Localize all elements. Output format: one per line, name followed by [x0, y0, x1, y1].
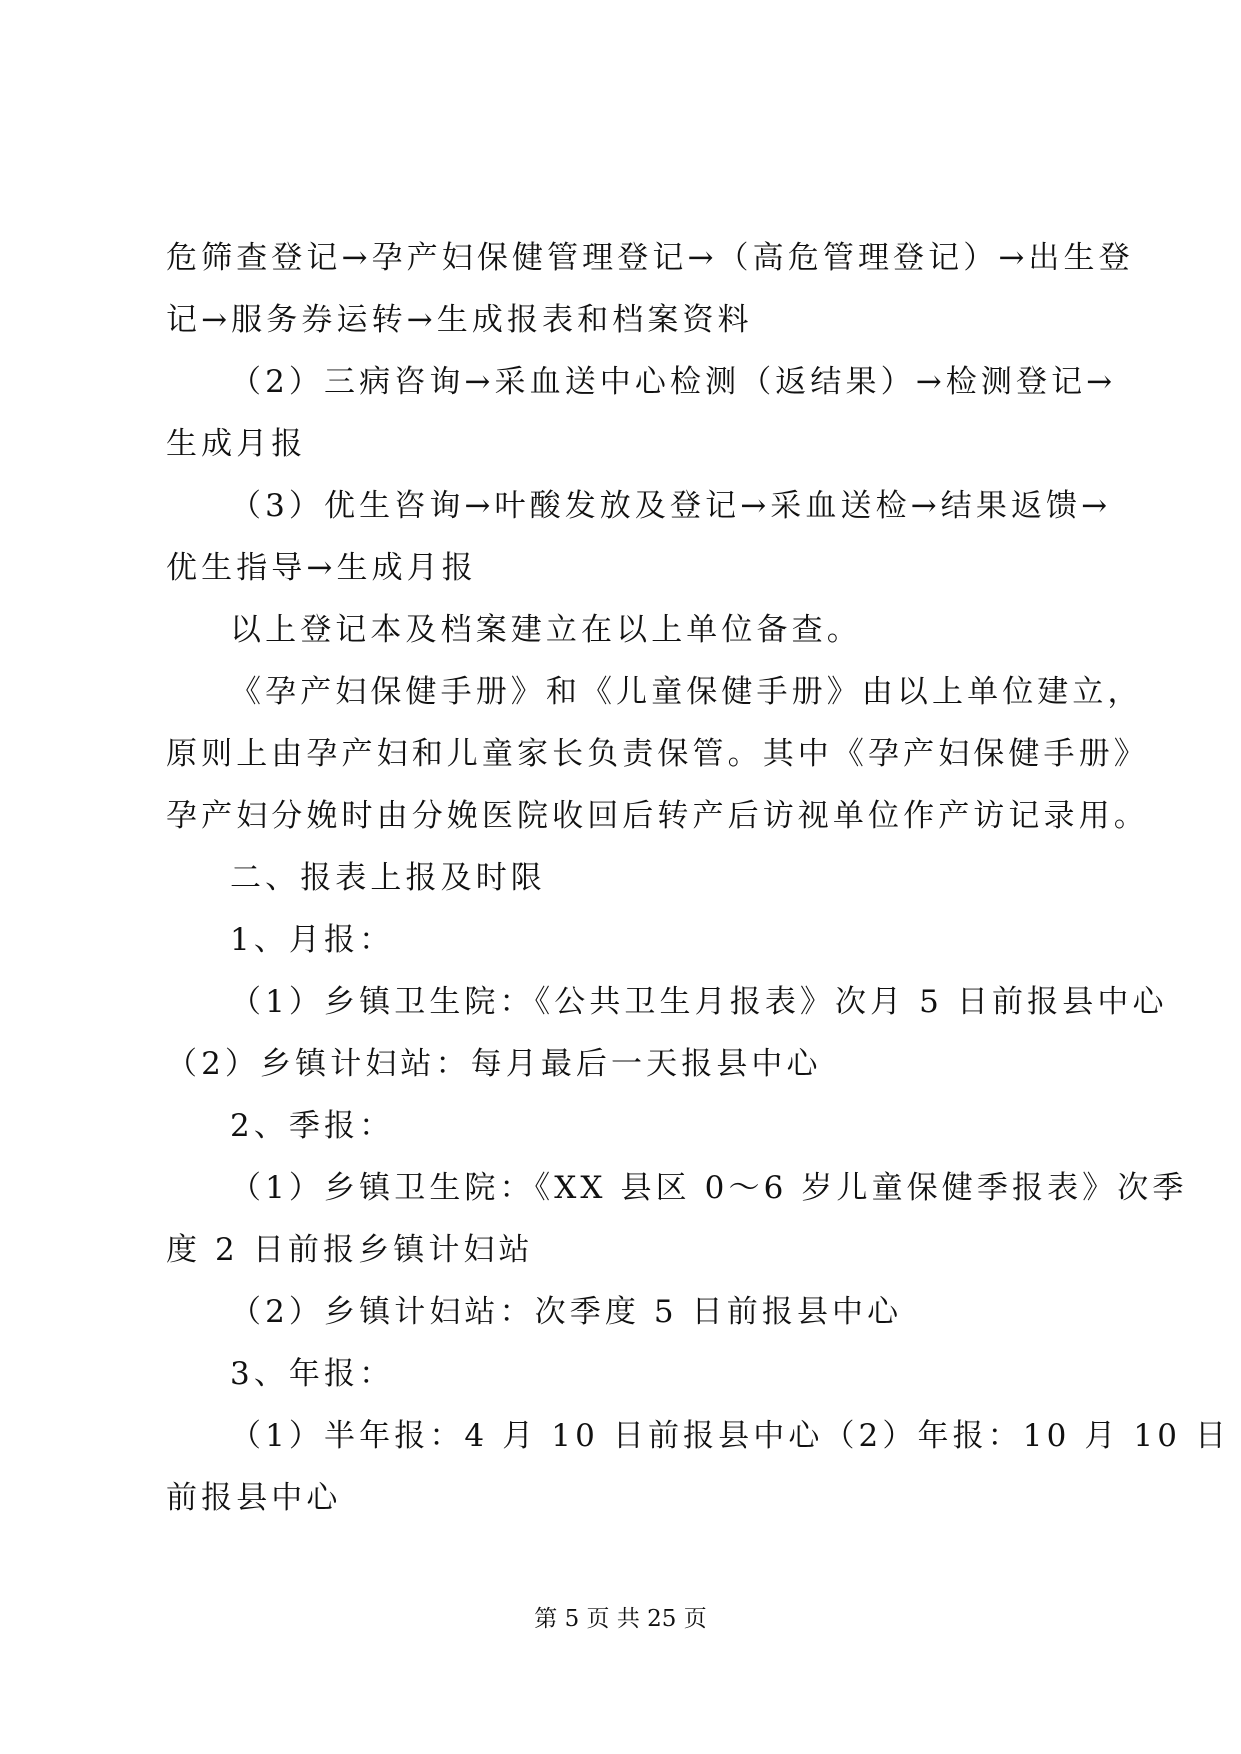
text-line: 优生指导→生成月报	[166, 550, 477, 586]
subsection-heading: 3、年报：	[230, 1356, 395, 1392]
text-line: （1）乡镇卫生院：《XX 县区 0～6 岁儿童保健季报表》次季	[230, 1170, 1188, 1206]
text-line: 前报县中心	[166, 1480, 342, 1516]
text-line: 原则上由孕产妇和儿童家长负责保管。其中《孕产妇保健手册》	[166, 736, 1149, 772]
text-line: （3）优生咨询→叶酸发放及登记→采血送检→结果返馈→	[230, 488, 1112, 524]
section-heading: 二、报表上报及时限	[230, 860, 546, 896]
text-line: （1）乡镇卫生院：《公共卫生月报表》次月 5 日前报县中心	[230, 984, 1168, 1020]
text-line: （2）三病咨询→采血送中心检测（返结果）→检测登记→	[230, 364, 1117, 400]
text-line: 记→服务券运转→生成报表和档案资料	[166, 302, 753, 338]
subsection-heading: 1、月报：	[230, 922, 395, 958]
text-line: 《孕产妇保健手册》和《儿童保健手册》由以上单位建立，	[230, 674, 1143, 710]
subsection-heading: 2、季报：	[230, 1108, 395, 1144]
text-line: （2）乡镇计妇站：每月最后一天报县中心	[166, 1046, 822, 1082]
text-line: （2）乡镇计妇站：次季度 5 日前报县中心	[230, 1294, 903, 1330]
text-line: 孕产妇分娩时由分娩医院收回后转产后访视单位作产访记录用。	[166, 798, 1149, 834]
text-line: 以上登记本及档案建立在以上单位备查。	[230, 612, 862, 648]
text-line: 生成月报	[166, 426, 307, 462]
text-line: 危筛查登记→孕产妇保健管理登记→（高危管理登记）→出生登	[166, 240, 1134, 276]
page-number-footer: 第 5 页 共 25 页	[534, 1606, 707, 1632]
text-line: 度 2 日前报乡镇计妇站	[166, 1232, 534, 1268]
text-line: （1）半年报：4 月 10 日前报县中心（2）年报：10 月 10 日	[230, 1418, 1231, 1454]
